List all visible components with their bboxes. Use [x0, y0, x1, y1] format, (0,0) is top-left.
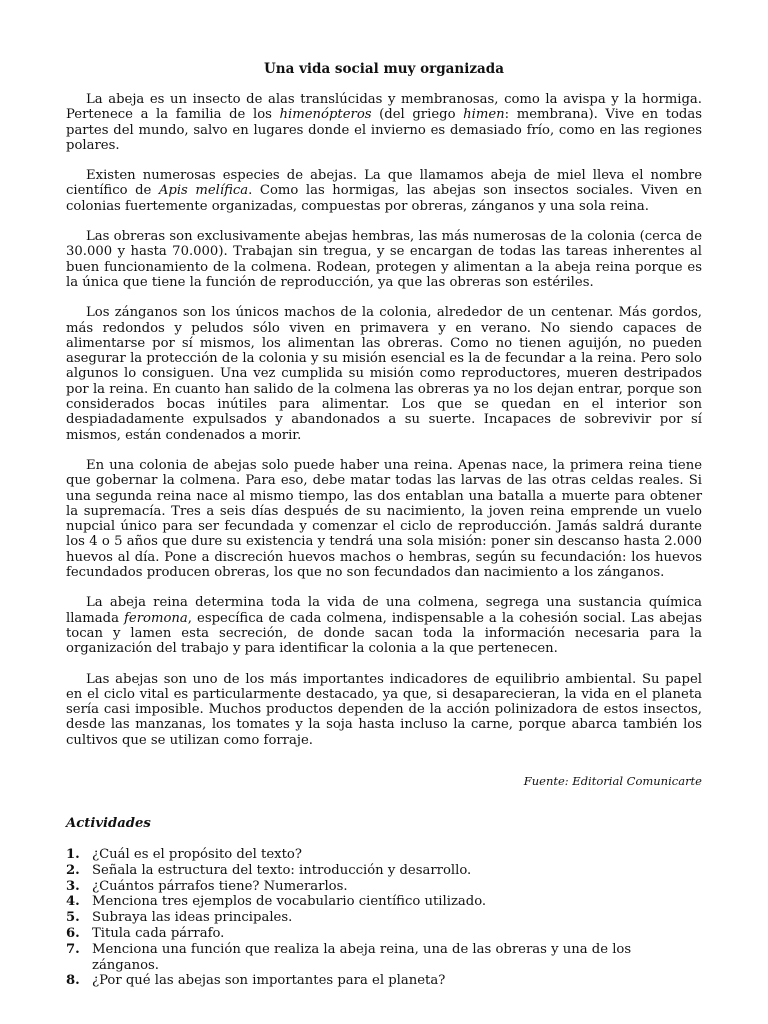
text-run: Existen numerosas especies de abejas. La que llamamos abeja de miel lleva el nombre científico de — [66, 168, 702, 199]
text-run: Las obreras son exclusivamente abejas hembras, las más numerosas de la colonia (cerca de 30.000 y hasta 70.000). Trabajan sin tregua, y se encargan de todas las tareas inherentes al buen funcionamiento de la colmena. Rodean, protegen y alimentan a la abeja reina porque es la única que tiene la función de reproducción, ya que las obreras son estériles. — [66, 229, 702, 290]
activity-text: Menciona tres ejemplos de vocabulario científico utilizado. — [92, 894, 487, 910]
activity-text: Subraya las ideas principales. — [92, 910, 293, 926]
activity-text: ¿Cuál es el propósito del texto? — [92, 846, 302, 862]
activities-heading: Actividades — [66, 815, 151, 831]
activity-item — [66, 863, 702, 879]
activity-item — [66, 926, 702, 942]
activity-number: 7. — [66, 941, 80, 957]
paragraph-7 — [66, 672, 702, 748]
activity-number: 1. — [66, 846, 80, 862]
activity-number: 6. — [66, 925, 80, 941]
paragraph-5 — [66, 458, 702, 580]
activity-text: Titula cada párrafo. — [92, 925, 225, 941]
text-run: (del griego — [371, 107, 464, 123]
text-run: La abeja es un insecto de alas translúcidas y membranosas, como la avispa y la hormiga. Pertenece a la familia de los — [66, 92, 702, 123]
activities-list — [66, 847, 702, 989]
article-body — [66, 92, 702, 748]
text-run: : membrana). Vive en todas partes del mundo, salvo en lugares donde el invierno es demasiado frío, como en las regiones polares. — [66, 107, 703, 153]
paragraph-4 — [66, 305, 702, 443]
activity-text: Menciona una función que realiza la abeja reina, una de las obreras y una de los zánganos. — [92, 941, 632, 973]
activity-number: 3. — [66, 878, 80, 894]
document-title: Una vida social muy organizada — [264, 61, 504, 77]
text-run: , específica de cada colmena, indispensable a la cohesión social. Las abejas tocan y lamen esta secreción, de donde sacan toda la información necesaria para la organización del trabajo y para identificar la colonia a la que pertenecen. — [66, 610, 702, 657]
activity-item — [66, 910, 702, 926]
italic-term: himen — [463, 107, 505, 123]
paragraph-6 — [66, 595, 702, 656]
paragraph-1 — [66, 92, 702, 153]
italic-term: Apis melífica — [158, 183, 249, 199]
text-run: En una colonia de abejas solo puede haber una reina. Apenas nace, la primera reina tiene que gobernar la colmena. Para eso, debe matar todas las larvas de las otras celdas reales. Si una segunda reina nace al mismo tiempo, las dos entablan una batalla a muerte para obtener la supremacía. Tres a seis días después de su nacimiento, la joven reina emprende un vuelo nupcial único para ser fecundada y comenzar el ciclo de reproducción. Jamás saldrá durante los 4 o 5 años que dure su existencia y tendrá una sola misión: poner sin descanso hasta 2.000 huevos al día. Pone a discreción huevos machos o hembras, según su fecundación: los huevos fecundados producen obreras, los que no son fecundados dan nacimiento a los zánganos. — [66, 457, 702, 581]
activity-number: 4. — [66, 894, 80, 910]
italic-term: himenópteros — [279, 107, 372, 123]
text-run: La abeja reina determina toda la vida de una colmena, segrega una sustancia química llamada — [66, 595, 702, 626]
activity-text: Señala la estructura del texto: introducción y desarrollo. — [92, 862, 472, 878]
paragraph-3 — [66, 229, 702, 290]
paragraph-2 — [66, 168, 702, 214]
activity-item — [66, 942, 702, 974]
activity-number: 2. — [66, 862, 80, 878]
activity-number: 5. — [66, 910, 80, 926]
activity-number: 8. — [66, 973, 80, 989]
italic-term: feromona — [124, 610, 188, 626]
activity-item — [66, 847, 702, 863]
activity-text: ¿Por qué las abejas son importantes para el planeta? — [92, 973, 446, 989]
text-run: Los zánganos son los únicos machos de la colonia, alrededor de un centenar. Más gordos, más redondos y peludos sólo viven en primavera y en verano. No siendo capaces de alimentarse por sí mismos, los alimentan las obreras. Como no tienen aguijón, no pueden asegurar la protección de la colonia y su misión esencial es la de fecundar a la reina. Pero solo algunos lo consiguen. Una vez cumplida su misión como reproductores, mueren destripados por la reina. En cuanto han salido de la colmena las obreras ya no los dejan entrar, porque son considerados bocas inútiles para alimentar. Los que se quedan en el interior son despiadadamente expulsados y abandonados a su suerte. Incapaces de sobrevivir por sí mismos, están condenados a morir. — [66, 305, 702, 443]
source-citation: Fuente: Editorial Comunicarte — [523, 773, 702, 788]
activity-item — [66, 973, 702, 989]
activity-item — [66, 879, 702, 895]
text-run: . Como las hormigas, las abejas son insectos sociales. Viven en colonias fuertemente organizadas, compuestas por obreras, zánganos y una sola reina. — [66, 183, 702, 214]
activity-item — [66, 894, 702, 910]
activity-text: ¿Cuántos párrafos tiene? Numerarlos. — [92, 878, 348, 894]
text-run: Las abejas son uno de los más importantes indicadores de equilibrio ambiental. Su papel en el ciclo vital es particularmente destacado, ya que, si desaparecieran, la vida en el planeta sería casi imposible. Muchos productos dependen de la acción polinizadora de estos insectos, desde las manzanas, los tomates y la soja hasta incluso la carne, porque abarca también los cultivos que se utilizan como forraje. — [66, 671, 702, 748]
